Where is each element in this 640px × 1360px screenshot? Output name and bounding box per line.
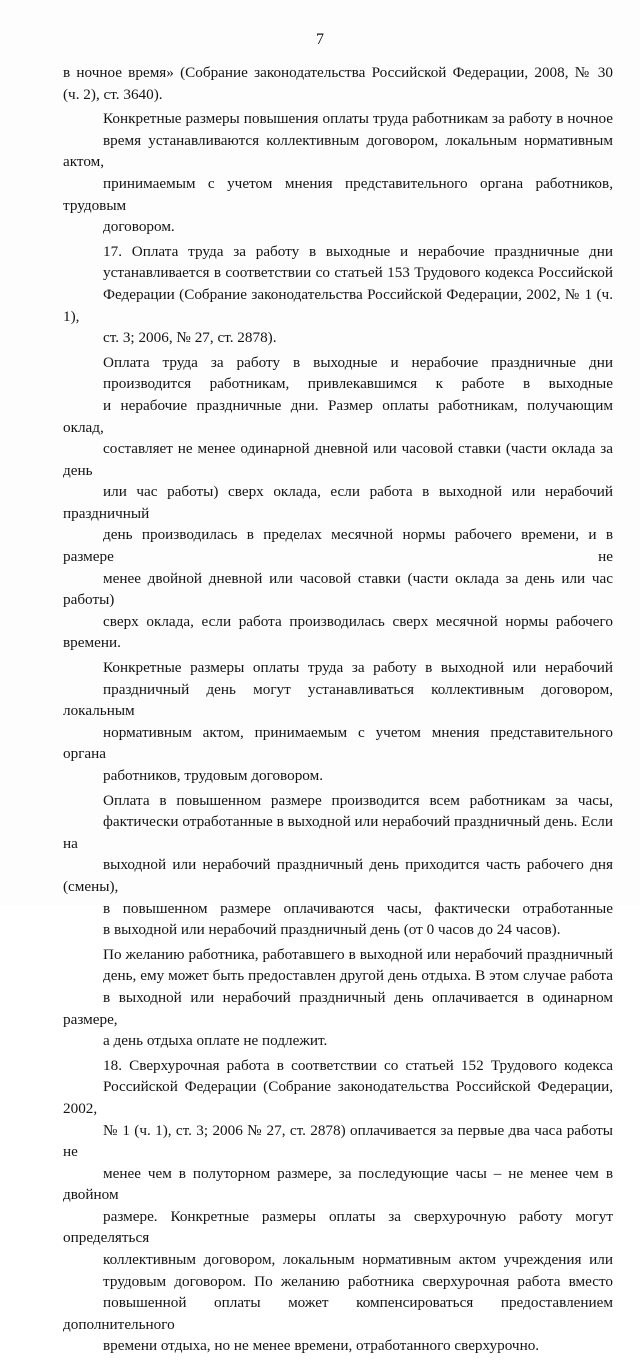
text-line: в выходной или нерабочий праздничный день (от 0 часов до 24 часов). [103,921,561,939]
paragraph [63,108,613,238]
paragraph [63,657,613,787]
text-line: Оплата труда за работу в выходные и нерабочие праздничные дни [103,353,613,371]
page-number: 7 [316,31,324,48]
text-line: составляет не менее одинарной дневной или часовой ставки (части оклада за день [63,440,613,479]
text-line: или час работы) сверх оклада, если работа в выходной или нерабочий праздничный [63,483,613,522]
text-line: повышенной оплаты может компенсироваться предоставлением дополнительного [63,1294,613,1333]
text-line: производится работникам, привлекавшимся к работе в выходные [103,375,613,393]
text-line: договором. [103,218,175,236]
paragraph [63,352,613,654]
text-line: менее чем в полуторном размере, за последующие часы – не менее чем в двойном [63,1164,613,1204]
paragraph [63,241,613,349]
text-line: время устанавливаются коллективным договором, локальным нормативным актом, [63,131,613,171]
text-line: работников, трудовым договором. [103,767,324,784]
text-line: в выходной или нерабочий праздничный день оплачивается в одинарном размере, [63,988,613,1028]
text-line: менее двойной дневной или часовой ставки (части оклада за день или час работы) [63,569,613,609]
text-line: 18. Сверхурочная работа в соответствии со статьей 152 Трудового кодекса [103,1056,613,1074]
paragraph [63,790,613,941]
text-line: По желанию работника, работавшего в выходной или нерабочий праздничный [103,945,613,963]
text-line: Конкретные размеры оплаты труда за работу в выходной или нерабочий [103,659,613,677]
text-line: Федерации (Собрание законодательства Российской Федерации, 2002, № 1 (ч. 1), [63,285,613,325]
text-line: устанавливается в соответствии со статьей 153 Трудового кодекса Российской [103,264,613,282]
text-line: 17. Оплата труда за работу в выходные и нерабочие праздничные дни [103,242,613,260]
text-line: выходной или нерабочий праздничный день приходится часть рабочего дня (смены), [63,856,613,895]
text-line: (ч. 2), ст. 3640). [63,85,163,103]
text-line: трудовым договором. По желанию работника сверхурочная работа вместо [103,1272,613,1290]
document-body [63,62,613,1360]
text-line: Оплата в повышенном размере производится всем работникам за часы, [103,791,613,809]
text-line: праздничный день могут устанавливаться коллективным договором, локальным [63,680,613,720]
text-line: размере. Конкретные размеры оплаты за сверхурочную работу могут определяться [63,1207,613,1247]
text-line: времени отдыха, но не менее времени, отработанного сверхурочно. [103,1337,540,1355]
text-line: фактически отработанные в выходной или нерабочий праздничный день. Если на [63,813,613,852]
text-line: коллективным договором, локальным нормативным актом учреждения или [103,1251,613,1269]
paragraph [63,944,613,1052]
paragraph [63,1055,613,1357]
text-line: ст. 3; 2006, № 27, ст. 2878). [103,329,277,347]
text-line: день производилась в пределах месячной нормы рабочего времени, и в размере не [63,526,613,566]
text-line: в ночное время» (Собрание законодательства Российской Федерации, 2008, № 30 [63,64,613,81]
text-line: сверх оклада, если работа производилась сверх месячной нормы рабочего времени. [63,612,613,652]
paragraph [63,62,613,105]
text-line: Конкретные размеры повышения оплаты труда работникам за работу в ночное [103,110,613,128]
text-line: Российской Федерации (Собрание законодательства Российской Федерации, 2002, [63,1078,613,1117]
text-line: и нерабочие праздничные дни. Размер оплаты работникам, получающим оклад, [63,396,613,436]
text-line: № 1 (ч. 1), ст. 3; 2006 № 27, ст. 2878) оплачивается за первые два часа работы не [63,1121,613,1161]
text-line: принимаемым с учетом мнения представительного органа работников, трудовым [63,174,613,214]
text-line: день, ему может быть предоставлен другой день отдыха. В этом случае работа [103,967,613,985]
text-line: в повышенном размере оплачиваются часы, фактически отработанные [103,899,613,917]
text-line: а день отдыха оплате не подлежит. [103,1032,328,1050]
text-line: нормативным актом, принимаемым с учетом мнения представительного органа [63,723,613,763]
